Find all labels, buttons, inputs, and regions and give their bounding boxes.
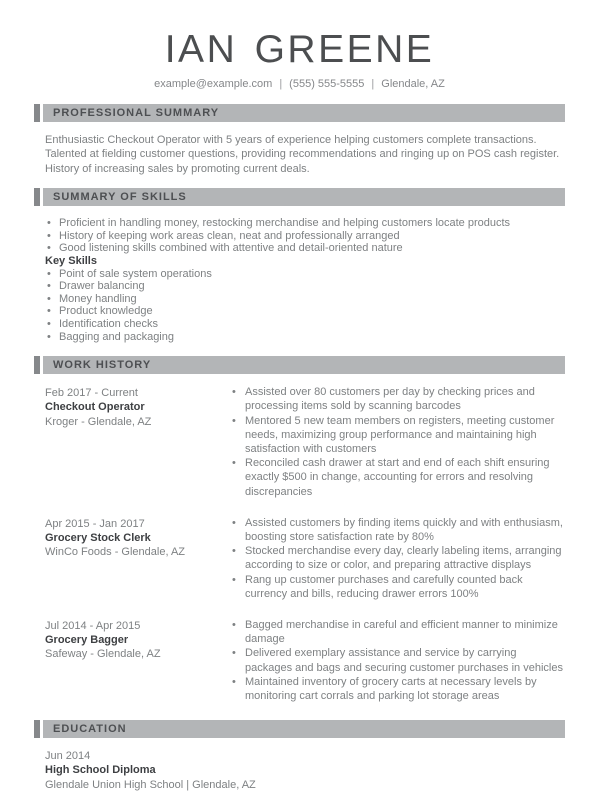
job-bullet: • Assisted over 80 customers per day by checking prices and processing items sold by scanning barcodes bbox=[230, 385, 565, 413]
section-bar-accent bbox=[34, 188, 40, 206]
job-dates: Apr 2015 - Jan 2017 bbox=[45, 517, 145, 530]
job-meta bbox=[45, 516, 230, 601]
resume-name: IAN GREENE bbox=[164, 28, 435, 71]
skill-bullet: • Good listening skills combined with attentive and detail-oriented nature bbox=[45, 242, 565, 255]
key-skill-item: • Identification checks bbox=[45, 318, 565, 331]
education-entry bbox=[45, 749, 565, 792]
job-dates: Feb 2017 - Current bbox=[45, 387, 138, 400]
job-company: Safeway - Glendale, AZ bbox=[45, 648, 161, 661]
work-entry bbox=[45, 385, 565, 499]
job-dates: Jul 2014 - Apr 2015 bbox=[45, 620, 141, 632]
section-bar-accent bbox=[34, 720, 40, 738]
skills-bullet-list bbox=[45, 217, 565, 255]
job-bullet-list bbox=[230, 385, 565, 499]
key-skill-item: • Point of sale system operations bbox=[45, 268, 565, 281]
job-title: Checkout Operator bbox=[45, 401, 145, 414]
contact-line bbox=[34, 78, 565, 91]
education-school: Glendale Union High School | Glendale, AZ bbox=[45, 778, 256, 791]
job-meta bbox=[45, 618, 230, 703]
job-bullet: • Assisted customers by finding items quickly and with enthusiasm, boosting store satisfaction rate by 80% bbox=[230, 516, 565, 544]
key-skills-heading: Key Skills bbox=[45, 255, 97, 267]
job-company: WinCo Foods - Glendale, AZ bbox=[45, 546, 186, 559]
contact-phone: (555) 555-5555 bbox=[289, 78, 365, 90]
job-bullet-list bbox=[230, 516, 565, 601]
section-bar-summary-of-skills bbox=[34, 188, 565, 206]
section-title-summary-of-skills: SUMMARY OF SKILLS bbox=[43, 188, 565, 206]
job-duties bbox=[230, 385, 565, 499]
contact-location: Glendale, AZ bbox=[381, 78, 445, 90]
job-meta bbox=[45, 385, 230, 499]
work-history-block bbox=[34, 385, 565, 703]
education-degree: High School Diploma bbox=[45, 764, 156, 777]
section-bar-education bbox=[34, 720, 565, 738]
section-bar-work-history bbox=[34, 356, 565, 374]
key-skill-item: • Product knowledge bbox=[45, 305, 565, 318]
job-bullet: • Rang up customer purchases and carefully counted back currency and bills, reducing drawer errors 100% bbox=[230, 573, 565, 601]
contact-separator: | bbox=[371, 78, 375, 90]
section-bar-professional-summary bbox=[34, 104, 565, 122]
education-date: Jun 2014 bbox=[45, 750, 91, 763]
job-duties bbox=[230, 618, 565, 703]
section-bar-accent bbox=[34, 356, 40, 374]
job-title: Grocery Bagger bbox=[45, 634, 129, 647]
job-company: Kroger - Glendale, AZ bbox=[45, 415, 152, 428]
job-duties bbox=[230, 516, 565, 601]
work-entry bbox=[45, 618, 565, 703]
job-bullet: • Stocked merchandise every day, clearly labeling items, arranging according to size or color, and preparing attractive displays bbox=[230, 544, 565, 572]
section-bar-accent bbox=[34, 104, 40, 122]
job-title: Grocery Stock Clerk bbox=[45, 531, 151, 544]
skill-bullet: • Proficient in handling money, restocking merchandise and helping customers locate products bbox=[45, 217, 565, 230]
section-title-professional-summary: PROFESSIONAL SUMMARY bbox=[43, 104, 565, 122]
section-title-work-history: WORK HISTORY bbox=[43, 356, 565, 374]
professional-summary-text: Enthusiastic Checkout Operator with 5 years of experience helping customers complete transactions. Talented at fielding customer questions, providing recommendations and ringing up on POS cash register. History of increasing sales by promoting current deals. bbox=[45, 134, 560, 175]
job-bullet: • Maintained inventory of grocery carts at necessary levels by monitoring cart corrals and parking lot storage areas bbox=[230, 675, 565, 703]
work-entry bbox=[45, 516, 565, 601]
key-skill-item: • Money handling bbox=[45, 293, 565, 306]
job-bullet: • Reconciled cash drawer at start and end of each shift ensuring exactly $500 in change, accounting for errors and resolving discrepancies bbox=[230, 456, 565, 499]
job-bullet-list bbox=[230, 618, 565, 703]
skills-block bbox=[45, 217, 565, 343]
key-skill-item: • Bagging and packaging bbox=[45, 331, 565, 344]
contact-email: example@example.com bbox=[154, 78, 273, 90]
section-title-education: EDUCATION bbox=[43, 720, 565, 738]
job-bullet: • Delivered exemplary assistance and service by carrying packages and bags and securing customer purchases in vehicles bbox=[230, 646, 565, 674]
skill-bullet: • History of keeping work areas clean, neat and professionally arranged bbox=[45, 230, 565, 243]
contact-separator: | bbox=[279, 78, 283, 90]
job-bullet: • Mentored 5 new team members on registers, meeting customer needs, maximizing group performance and maintaining high satisfaction with customers bbox=[230, 414, 565, 457]
job-bullet: • Bagged merchandise in careful and efficient manner to minimize damage bbox=[230, 618, 565, 646]
key-skills-list bbox=[45, 268, 565, 344]
key-skill-item: • Drawer balancing bbox=[45, 280, 565, 293]
